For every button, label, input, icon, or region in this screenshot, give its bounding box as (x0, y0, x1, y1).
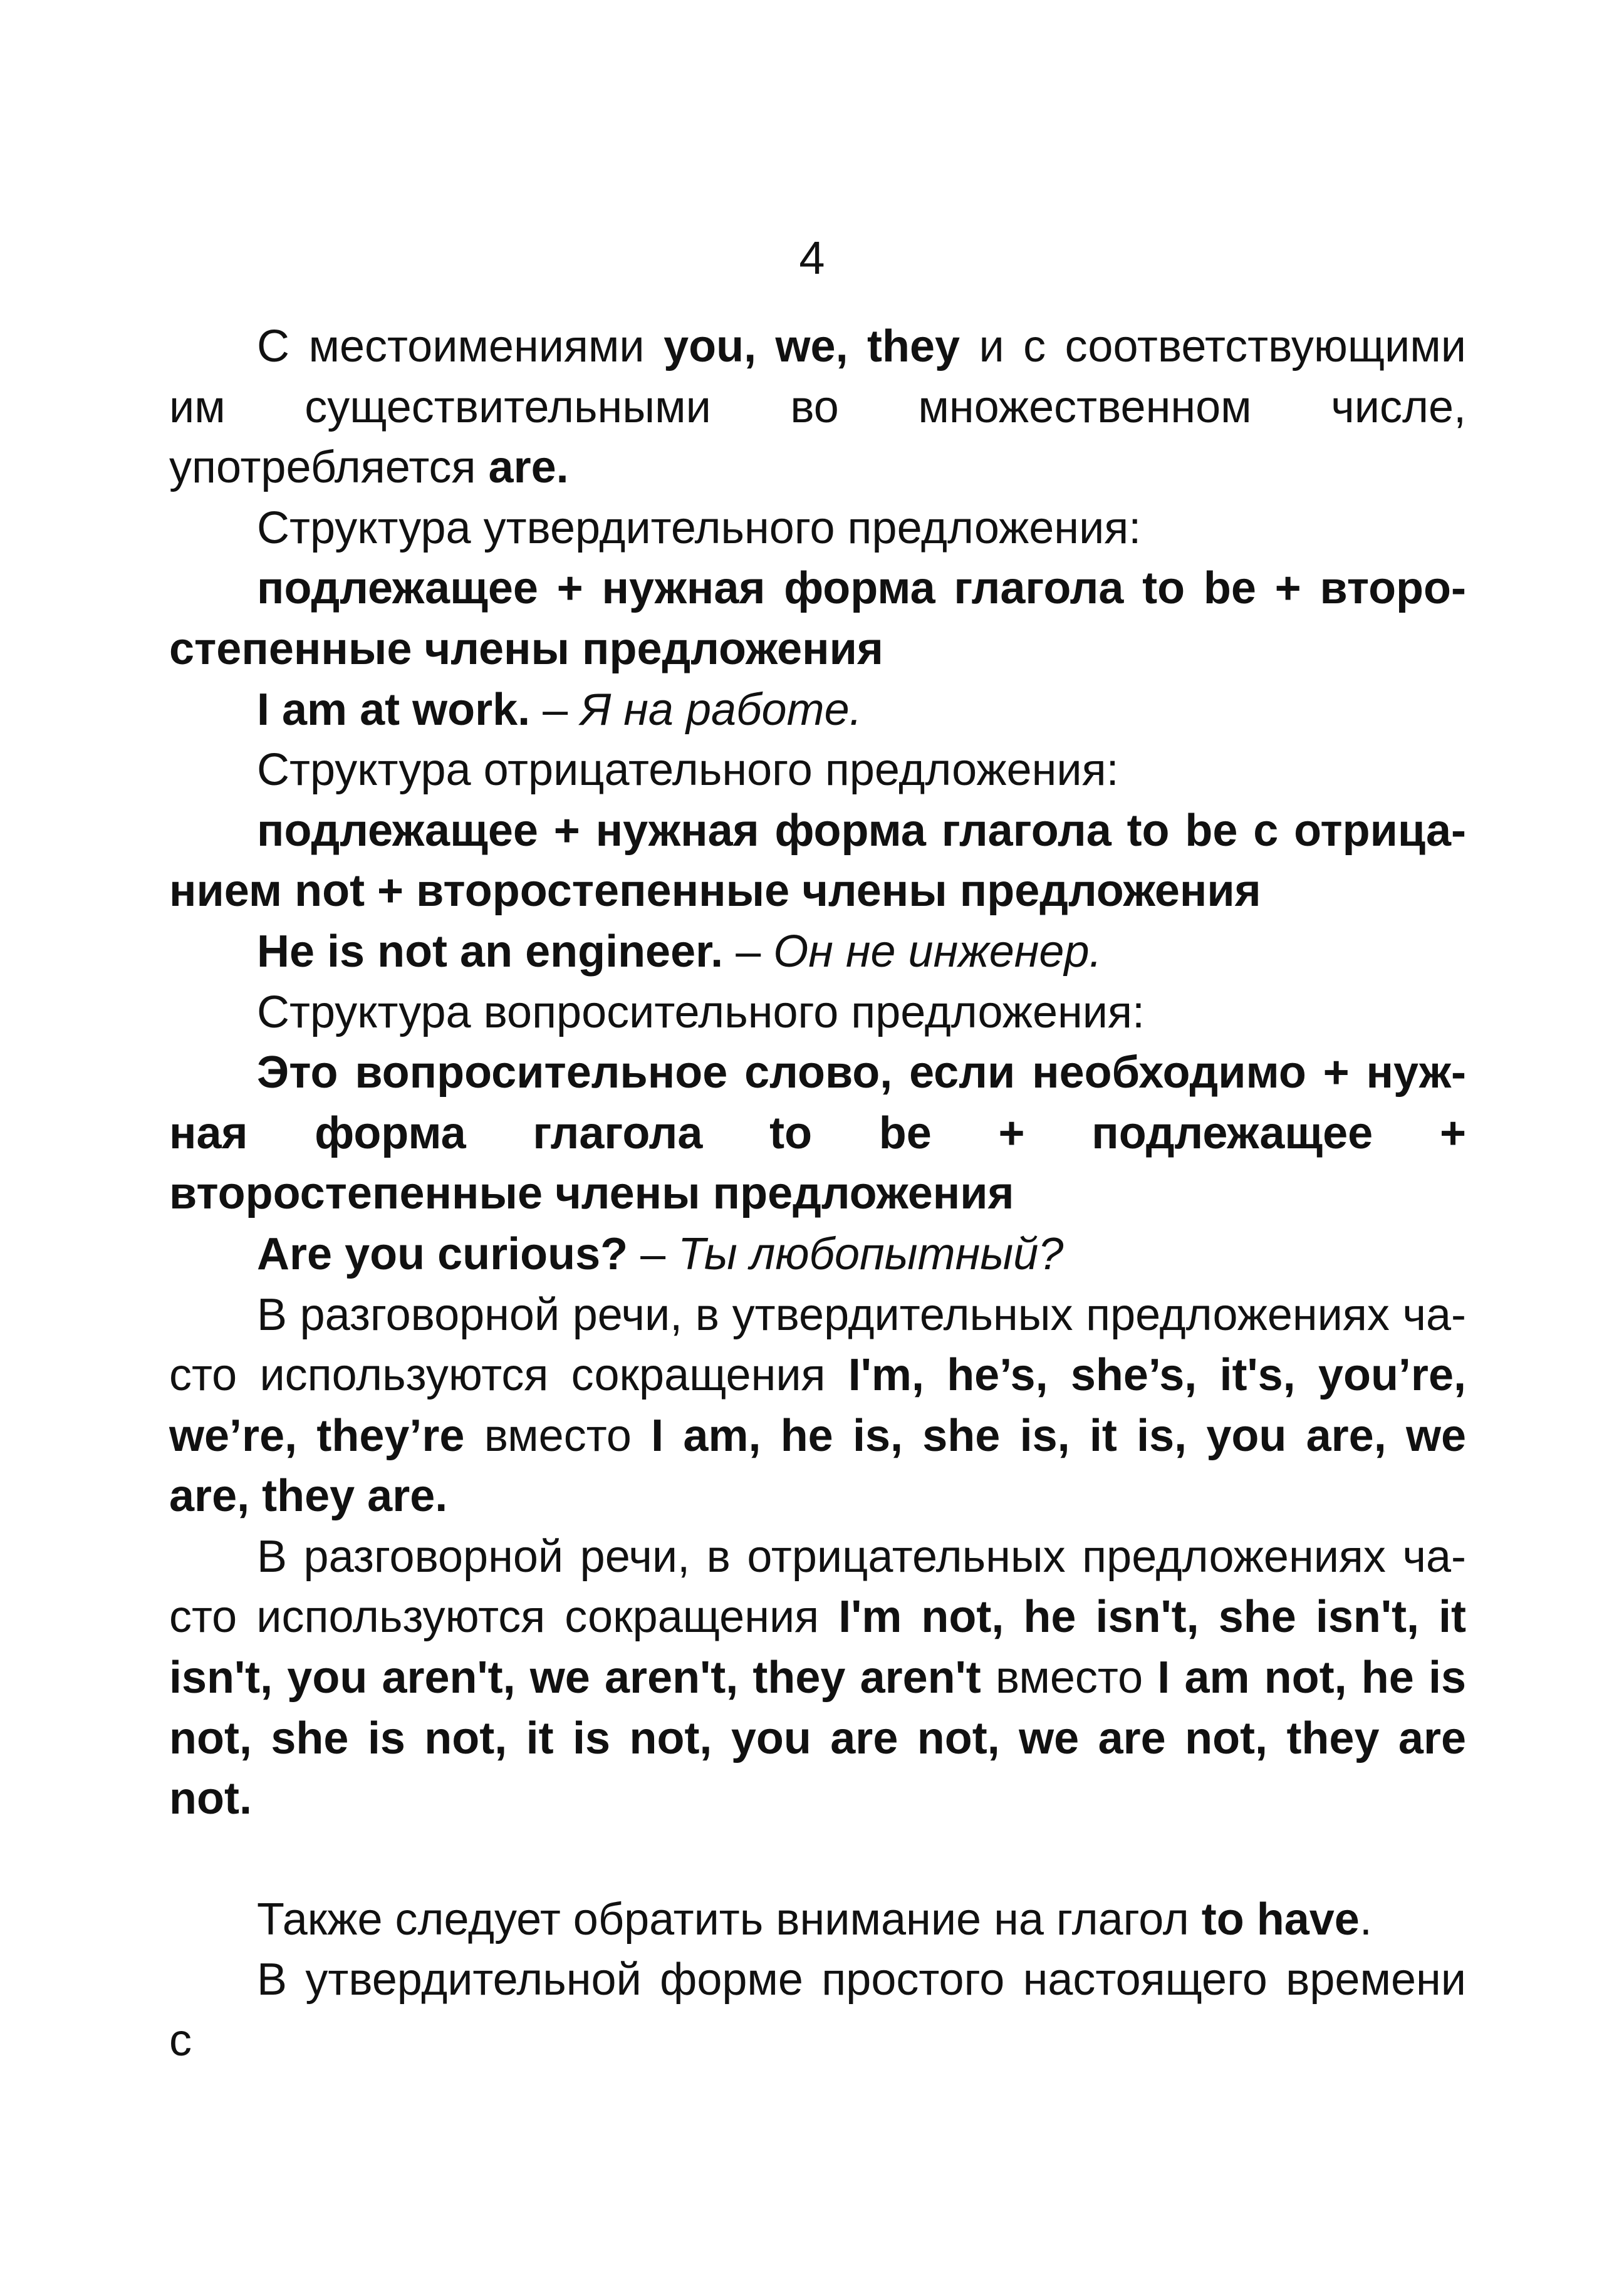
example-english: He is not an engineer. (257, 926, 724, 977)
text-run: вместо (464, 1410, 652, 1461)
dash: – (723, 926, 774, 977)
dash: – (530, 684, 581, 735)
heading-question-structure (169, 982, 1466, 1043)
bold-run: to have (1201, 1894, 1360, 1945)
text-run: и с соответствующими им существительными во множественном числе, употребляется (169, 321, 1466, 493)
text-run: В утвердительной форме простого настоящего времени с (169, 1955, 1466, 2066)
text-run: В разговорной речи, в утвердительных предложениях часто используются сокращения (169, 1289, 1466, 1401)
bold-run: I am not, he is not, she is not, it is not, you are not, we are not, they are not. (169, 1653, 1467, 1824)
text-run: Также следует обратить внимание на глагол (257, 1894, 1202, 1945)
example-translation: Он не инженер. (773, 926, 1102, 977)
example-translation: Ты любопытный? (678, 1229, 1064, 1279)
text-run: Структура утвердительного предложения: (257, 502, 1142, 553)
paragraph-negative-contractions (169, 1527, 1466, 1829)
paragraph-pronouns-are (169, 316, 1466, 498)
bold-run: I'm not, he isn't, she isn't, it isn't, you aren't, we aren't, they aren't (169, 1592, 1466, 1703)
paragraph-to-have (169, 1889, 1466, 1950)
example-english: I am at work. (257, 684, 531, 735)
formula-negative (169, 801, 1466, 922)
paragraph-present-simple (169, 1950, 1466, 2070)
bold-run: I am, he is, she is, it is, you are, we are, they are. (169, 1410, 1467, 1522)
paragraph-affirmative-contractions (169, 1285, 1466, 1527)
bold-run: Это вопросительное слово, если необходимо + нужная форма глагола to be + подлежащее + второстепенные члены предложения (169, 1047, 1466, 1219)
formula-question (169, 1042, 1466, 1224)
example-affirmative (169, 680, 1466, 740)
bold-run: you, we, they (664, 321, 960, 371)
text-run: Структура вопросительного предложения: (257, 987, 1145, 1037)
text-run: . (1359, 1894, 1372, 1945)
bold-run: подлежащее + нужная форма глагола to be + второстепенные члены предложения (169, 563, 1466, 674)
text-run: Структура отрицательного предложения: (257, 745, 1119, 796)
dash: – (628, 1229, 679, 1279)
example-translation: Я на работе. (580, 684, 862, 735)
bold-run: are. (488, 442, 569, 493)
page-body (169, 316, 1466, 2071)
text-run: С местоимениями (257, 321, 664, 371)
text-run: В разговорной речи, в отрицательных предложениях часто используются сокращения (169, 1531, 1466, 1643)
bold-run: подлежащее + нужная форма глагола to be с отрицанием not + второстепенные члены предложения (169, 805, 1466, 917)
example-negative (169, 922, 1466, 982)
example-english: Are you curious? (257, 1229, 628, 1279)
text-run: вместо (981, 1653, 1158, 1703)
page-number: 4 (799, 232, 825, 284)
heading-affirmative-structure (169, 498, 1466, 559)
formula-affirmative (169, 558, 1466, 679)
bold-run: I'm, he’s, she’s, it's, you’re, we’re, they’re (169, 1350, 1466, 1461)
example-question (169, 1224, 1466, 1285)
heading-negative-structure (169, 740, 1466, 801)
